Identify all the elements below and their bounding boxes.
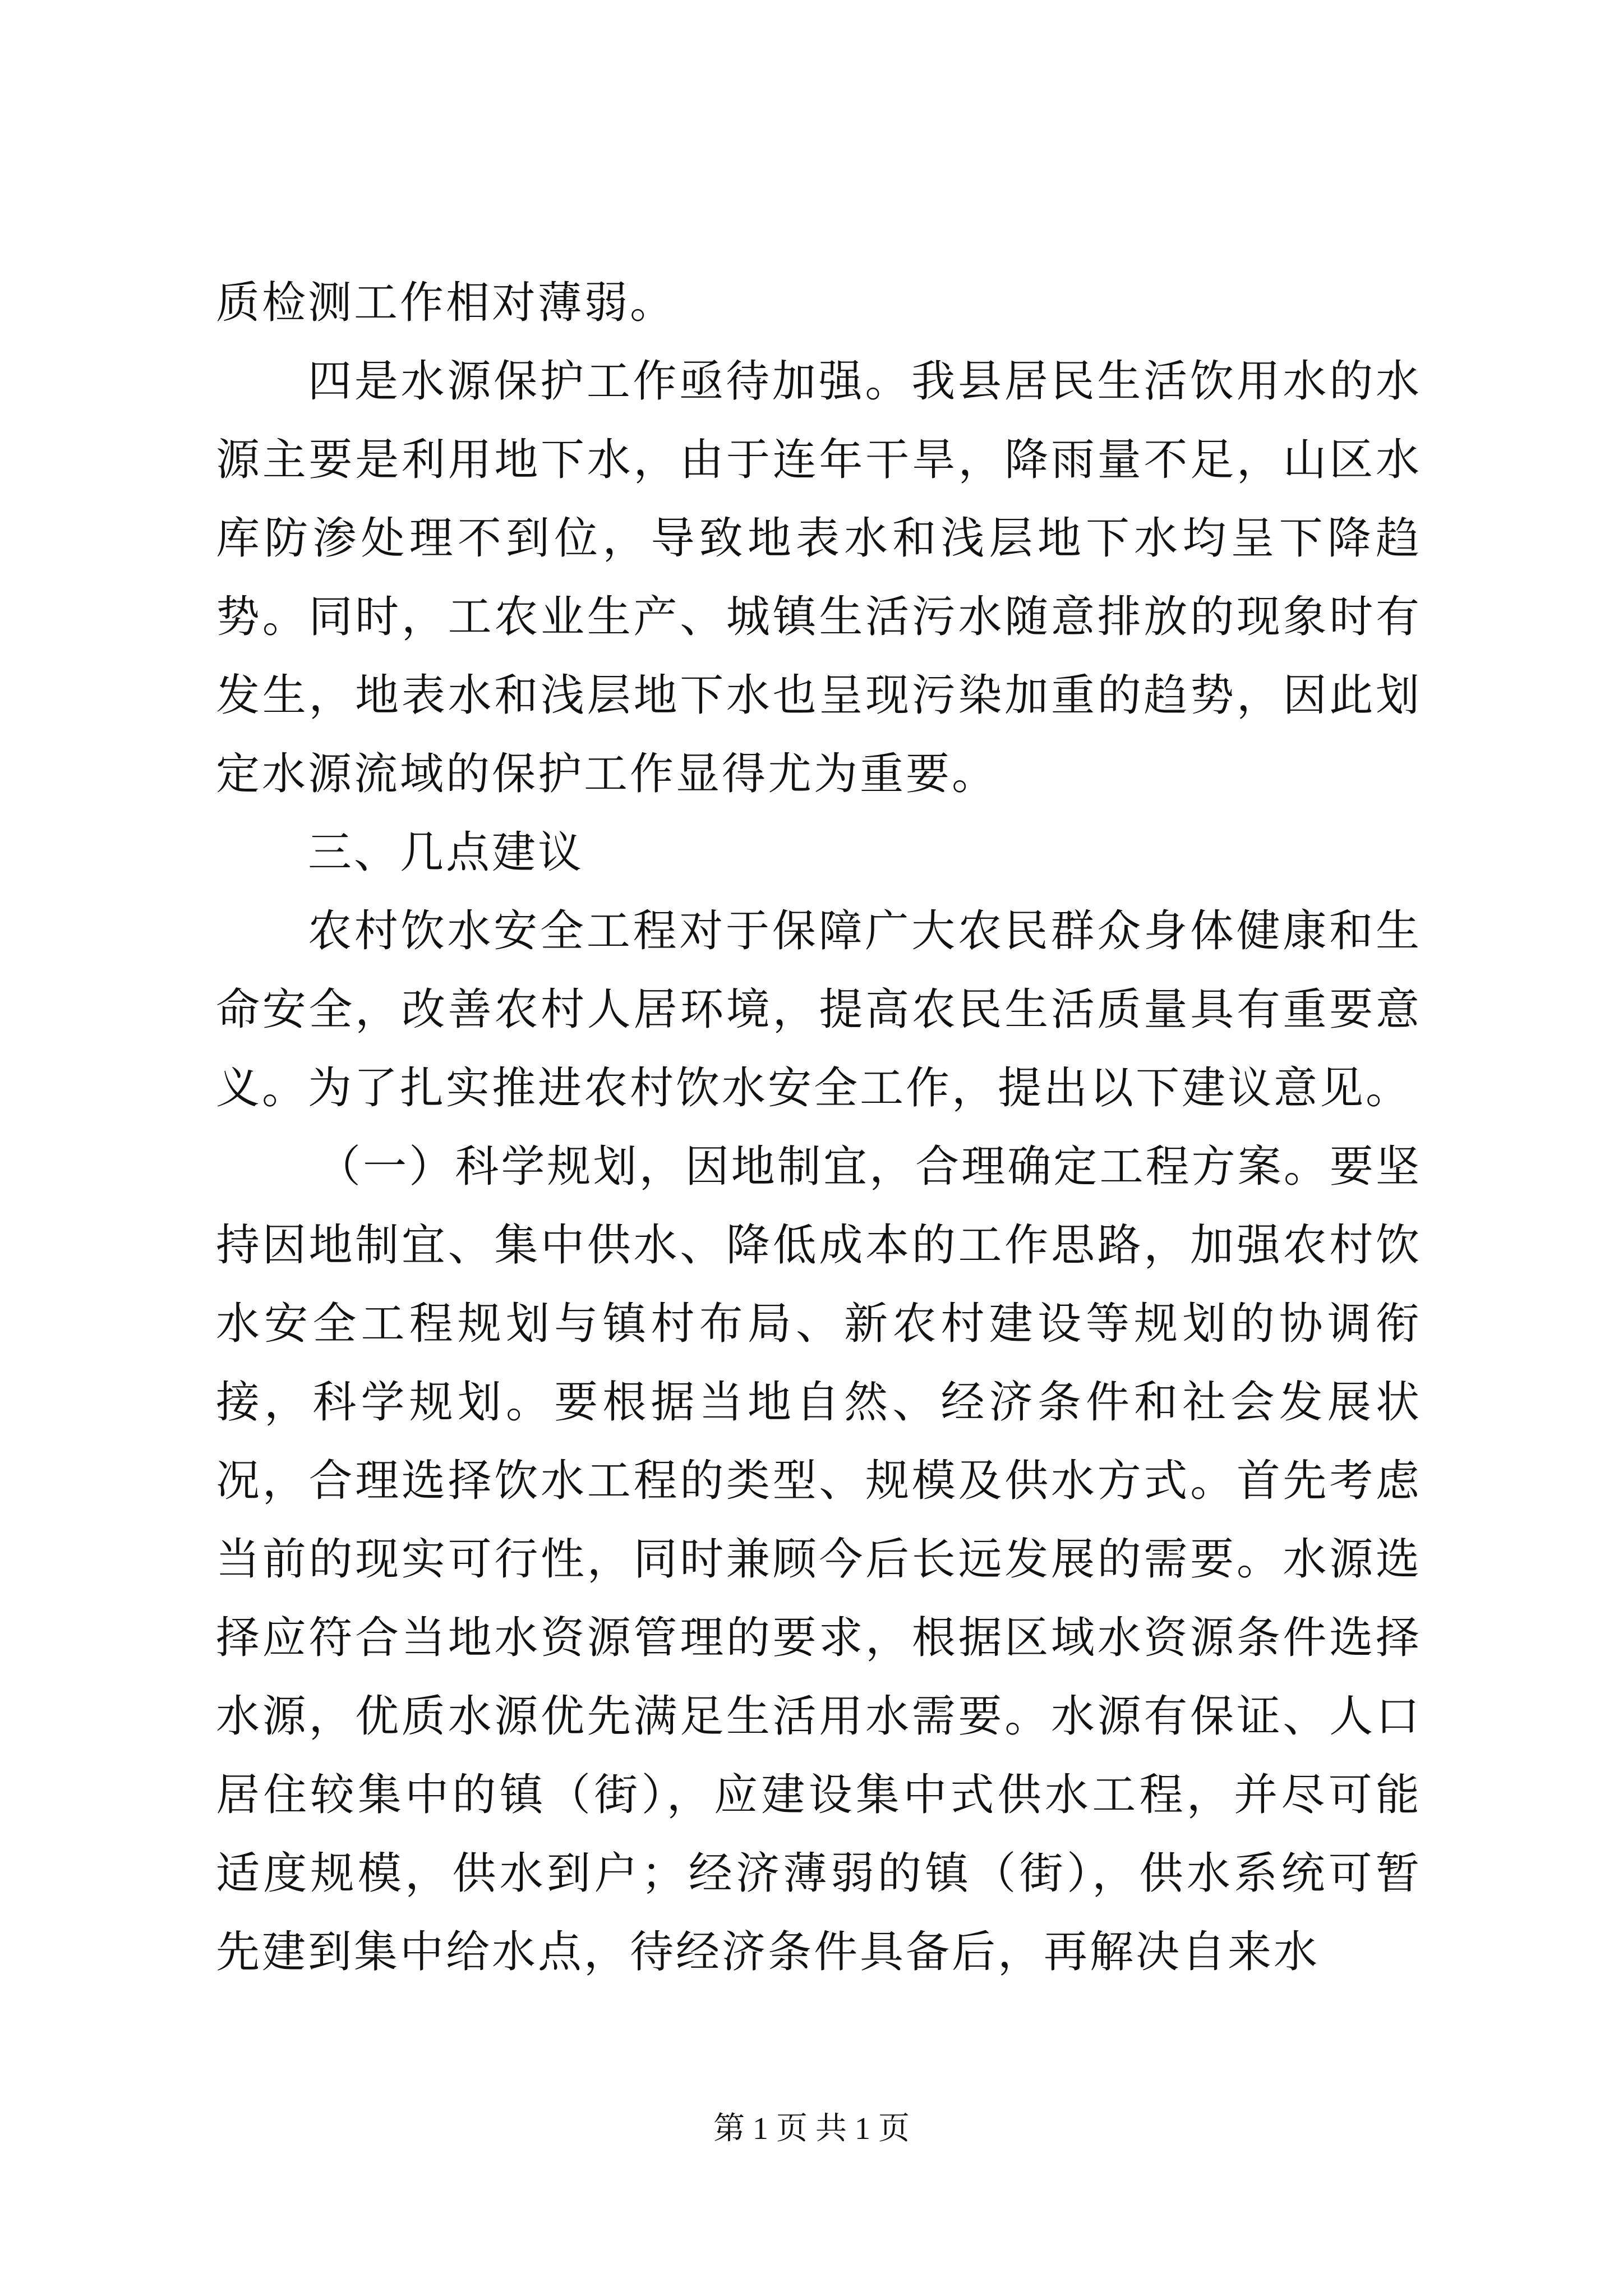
section-heading-suggestions: 三、几点建议	[308, 827, 584, 878]
page-footer: 第 1 页 共 1 页	[713, 2111, 910, 2146]
paragraph-suggestions-intro: 农村饮水安全工程对于保障广大农民群众身体健康和生命安全，改善农村人居环境，提高农民生活质量具有重要意义。为了扎实推进农村饮水安全工作，提出以下建议意见。	[216, 906, 1422, 1114]
paragraph-water-source-protection: 四是水源保护工作亟待加强。我县居民生活饮用水的水源主要是利用地下水，由于连年干旱，降雨量不足，山区水库防渗处理不到位，导致地表水和浅层地下水均呈下降趋势。同时，工农业生产、城镇生活污水随意排放的现象时有发生，地表水和浅层地下水也呈现污染加重的趋势，因此划定水源流域的保护工作显得尤为重要。	[216, 356, 1422, 799]
document-body	[216, 264, 1422, 1991]
paragraph-scientific-planning: （一）科学规划，因地制宜，合理确定工程方案。要坚持因地制宜、集中供水、降低成本的工作思路，加强农村饮水安全工程规划与镇村布局、新农村建设等规划的协调衔接，科学规划。要根据当地自然、经济条件和社会发展状况，合理选择饮水工程的类型、规模及供水方式。首先考虑当前的现实可行性，同时兼顾今后长远发展的需要。水源选择应符合当地水资源管理的要求，根据区域水资源条件选择水源，优质水源优先满足生活用水需要。水源有保证、人口居住较集中的镇（街），应建设集中式供水工程，并尽可能适度规模，供水到户；经济薄弱的镇（街），供水系统可暂先建到集中给水点，待经济条件具备后，再解决自来水	[216, 1142, 1422, 1977]
paragraph-continuation: 质检测工作相对薄弱。	[216, 278, 676, 328]
